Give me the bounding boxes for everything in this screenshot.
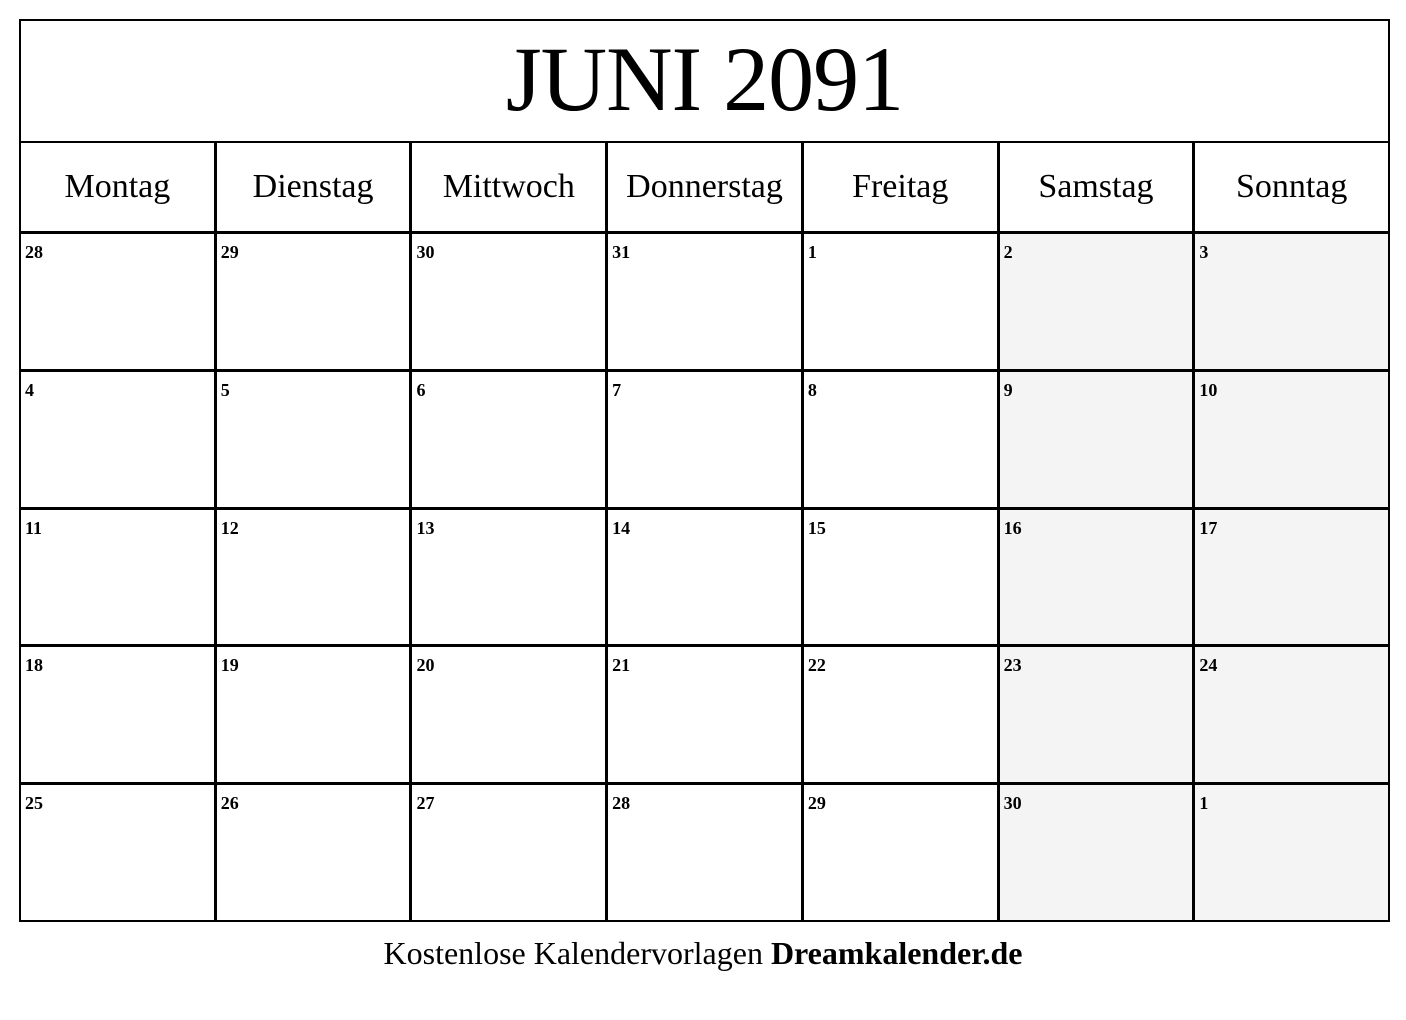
day-cell xyxy=(217,372,413,507)
day-number: 12 xyxy=(220,517,239,538)
weekend-day-cell xyxy=(1000,234,1196,369)
day-cell xyxy=(804,510,1000,645)
calendar-grid xyxy=(19,19,1390,922)
day-number: 21 xyxy=(612,655,631,676)
day-number: 1 xyxy=(1199,793,1209,814)
day-number: 27 xyxy=(416,793,435,814)
day-number: 7 xyxy=(612,379,622,400)
day-number: 14 xyxy=(612,517,631,538)
day-number: 19 xyxy=(220,655,239,676)
week-row-5 xyxy=(21,785,1388,920)
day-cell xyxy=(217,647,413,782)
day-number: 9 xyxy=(1003,379,1013,400)
day-number: 22 xyxy=(807,655,826,676)
week-row-3 xyxy=(21,510,1388,648)
day-number: 20 xyxy=(416,655,435,676)
day-cell xyxy=(412,510,608,645)
day-number: 11 xyxy=(25,517,43,538)
day-number: 30 xyxy=(1003,793,1022,814)
day-cell xyxy=(608,372,804,507)
day-cell xyxy=(217,234,413,369)
day-number: 30 xyxy=(416,242,435,262)
weeks-container xyxy=(21,234,1388,920)
day-number: 5 xyxy=(220,379,230,400)
day-cell xyxy=(21,785,217,920)
day-cell xyxy=(217,785,413,920)
day-number: 13 xyxy=(416,517,435,538)
day-number: 29 xyxy=(220,242,239,262)
day-number: 4 xyxy=(25,379,34,400)
calendar-title: JUNI 2091 xyxy=(21,21,1388,143)
weekend-day-cell xyxy=(1195,785,1388,920)
day-number: 28 xyxy=(25,242,43,262)
day-cell xyxy=(804,647,1000,782)
day-number: 8 xyxy=(807,379,817,400)
week-row-1 xyxy=(21,234,1388,372)
footer-credit xyxy=(0,935,1406,972)
day-cell xyxy=(21,234,217,369)
week-row-2 xyxy=(21,372,1388,510)
weekend-day-cell xyxy=(1000,510,1196,645)
day-number: 6 xyxy=(416,379,426,400)
day-cell xyxy=(804,372,1000,507)
day-cell xyxy=(412,234,608,369)
day-number: 1 xyxy=(807,242,817,262)
weekday-header-tuesday: Dienstag xyxy=(217,143,413,231)
weekday-header-friday: Freitag xyxy=(804,143,1000,231)
day-cell xyxy=(608,510,804,645)
weekend-day-cell xyxy=(1000,372,1196,507)
day-cell xyxy=(608,234,804,369)
day-number: 10 xyxy=(1199,379,1218,400)
day-number: 28 xyxy=(612,793,631,814)
day-number: 16 xyxy=(1003,517,1022,538)
day-number: 31 xyxy=(612,242,631,262)
weekday-header-sunday: Sonntag xyxy=(1235,168,1348,205)
day-number: 24 xyxy=(1199,655,1218,676)
weekend-day-cell xyxy=(1000,647,1196,782)
weekend-day-cell xyxy=(1195,234,1388,369)
day-cell xyxy=(804,234,1000,369)
day-number: 29 xyxy=(807,793,826,814)
weekday-header-saturday: Samstag xyxy=(1000,143,1196,231)
day-number: 18 xyxy=(25,655,43,676)
day-number: 23 xyxy=(1003,655,1022,676)
weekend-day-cell xyxy=(1195,647,1388,782)
week-row-4 xyxy=(21,647,1388,785)
day-cell xyxy=(608,785,804,920)
day-cell xyxy=(217,510,413,645)
weekday-header-wednesday: Mittwoch xyxy=(412,143,608,231)
day-cell xyxy=(804,785,1000,920)
day-cell xyxy=(21,647,217,782)
weekday-header-monday: Montag xyxy=(21,143,217,231)
day-cell xyxy=(412,647,608,782)
weekend-day-cell xyxy=(1195,372,1388,507)
day-number: 25 xyxy=(25,793,43,814)
day-cell xyxy=(21,510,217,645)
day-cell xyxy=(412,372,608,507)
day-cell xyxy=(412,785,608,920)
weekday-header-row xyxy=(21,143,1388,234)
day-number: 15 xyxy=(807,517,826,538)
day-number: 17 xyxy=(1199,517,1218,538)
day-cell xyxy=(21,372,217,507)
day-number: 2 xyxy=(1003,242,1013,262)
day-number: 3 xyxy=(1199,242,1209,262)
weekday-header-thursday: Donnerstag xyxy=(608,143,804,231)
footer-brand-link[interactable]: Dreamkalender.de xyxy=(770,935,1023,971)
day-number: 26 xyxy=(220,793,239,814)
weekend-day-cell xyxy=(1195,510,1388,645)
footer-text: Kostenlose Kalendervorlagen xyxy=(383,935,763,971)
weekend-day-cell xyxy=(1000,785,1196,920)
day-cell xyxy=(608,647,804,782)
